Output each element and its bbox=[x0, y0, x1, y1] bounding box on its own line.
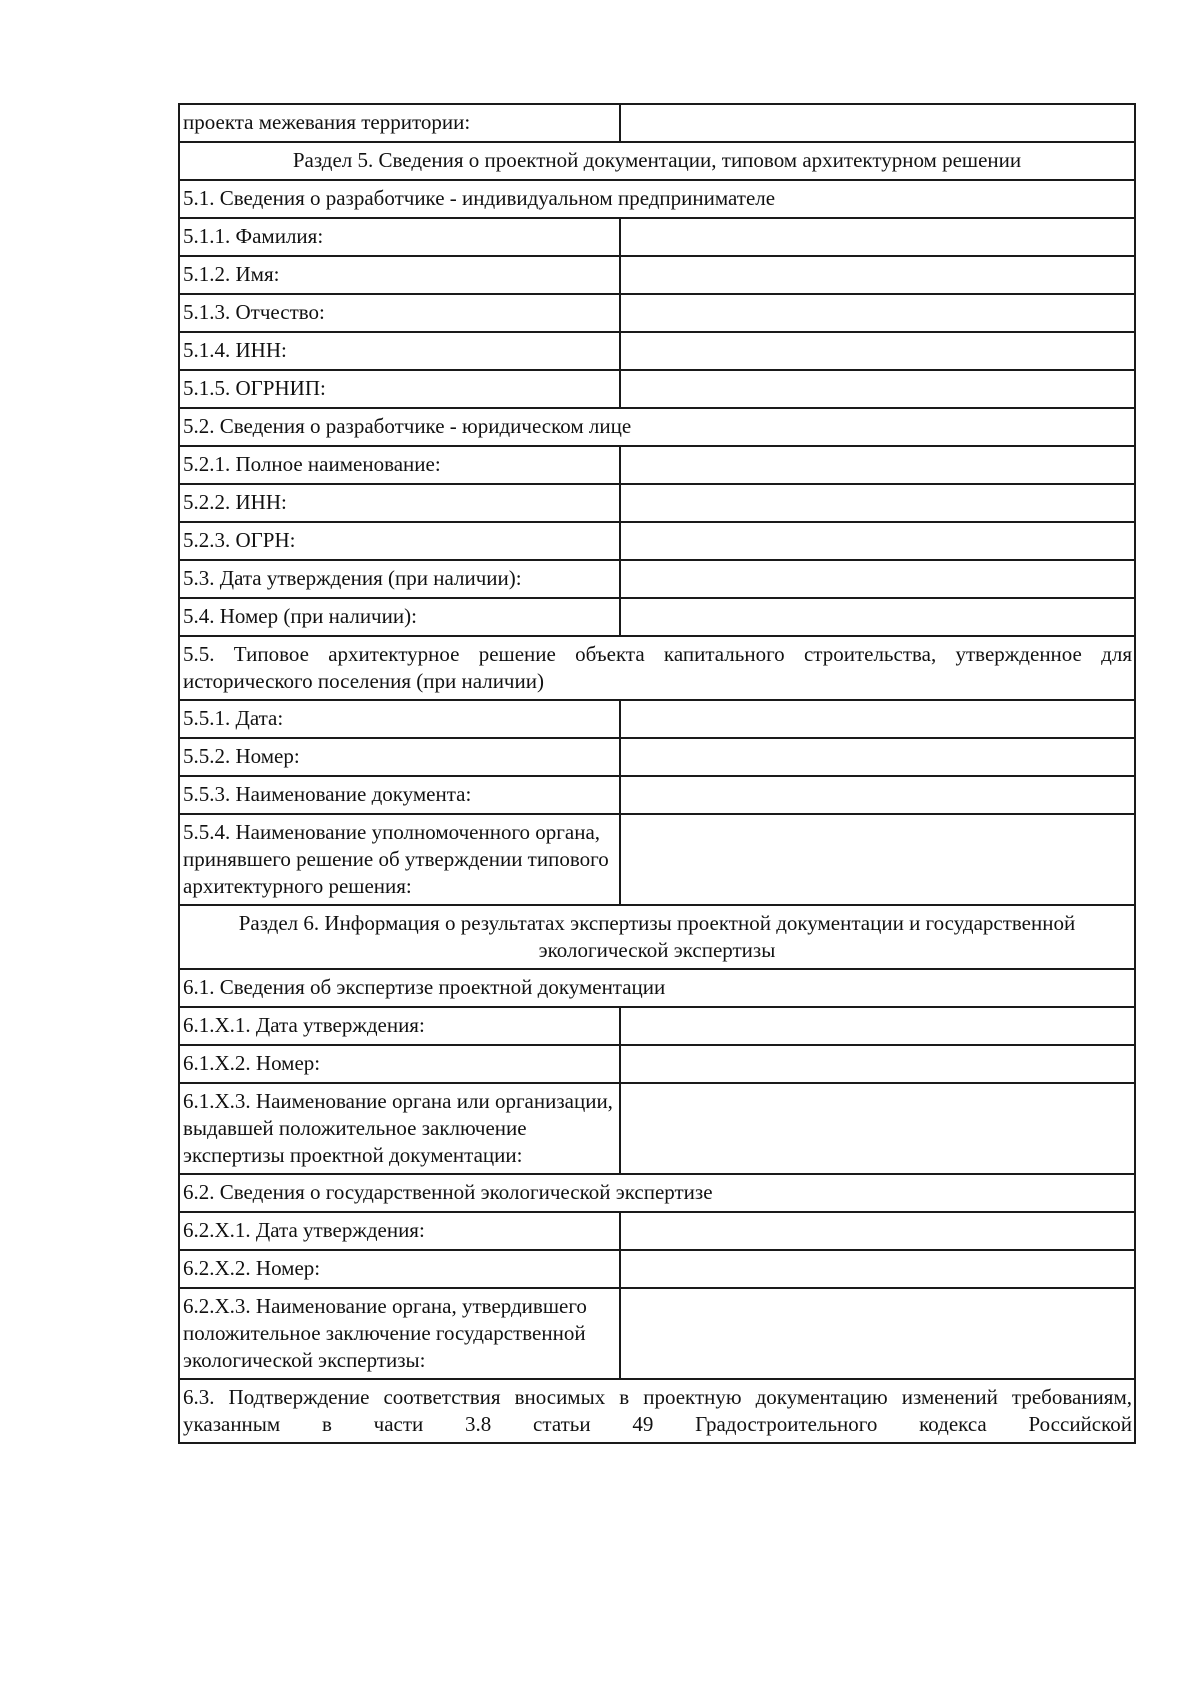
section-5-title: Раздел 5. Сведения о проектной документации, типовом архитектурном решении bbox=[179, 142, 1135, 180]
subsection-title: 5.1. Сведения о разработчике - индивидуальном предпринимателе bbox=[179, 180, 1135, 218]
table-row bbox=[179, 256, 1135, 294]
table-row bbox=[179, 1379, 1135, 1443]
table-row bbox=[179, 1083, 1135, 1174]
field-label: 5.5.2. Номер: bbox=[179, 738, 620, 776]
section-6-title: Раздел 6. Информация о результатах экспертизы проектной документации и государственной экологической экспертизы bbox=[179, 905, 1135, 969]
field-value-cell[interactable] bbox=[620, 598, 1135, 636]
table-row bbox=[179, 776, 1135, 814]
subsection-title: 5.2. Сведения о разработчике - юридическом лице bbox=[179, 408, 1135, 446]
table-row bbox=[179, 636, 1135, 700]
permit-form-table bbox=[178, 103, 1136, 1444]
field-label: 5.3. Дата утверждения (при наличии): bbox=[179, 560, 620, 598]
field-value-cell[interactable] bbox=[620, 1045, 1135, 1083]
field-value-cell[interactable] bbox=[620, 332, 1135, 370]
field-label: 5.5.3. Наименование документа: bbox=[179, 776, 620, 814]
table-row bbox=[179, 522, 1135, 560]
field-value-cell[interactable] bbox=[620, 256, 1135, 294]
table-row bbox=[179, 218, 1135, 256]
field-value-cell[interactable] bbox=[620, 814, 1135, 905]
field-value-cell[interactable] bbox=[620, 104, 1135, 142]
field-value-cell[interactable] bbox=[620, 1212, 1135, 1250]
table-row bbox=[179, 1250, 1135, 1288]
table-row bbox=[179, 1288, 1135, 1379]
table-row bbox=[179, 408, 1135, 446]
field-label: 6.1.X.2. Номер: bbox=[179, 1045, 620, 1083]
field-value-cell[interactable] bbox=[620, 738, 1135, 776]
field-value-cell[interactable] bbox=[620, 218, 1135, 256]
field-label: 6.2.X.3. Наименование органа, утвердившего положительное заключение государственной экологической экспертизы: bbox=[179, 1288, 620, 1379]
field-label: 5.1.1. Фамилия: bbox=[179, 218, 620, 256]
field-value-cell[interactable] bbox=[620, 446, 1135, 484]
section-header-row bbox=[179, 905, 1135, 969]
field-label: 5.1.5. ОГРНИП: bbox=[179, 370, 620, 408]
field-label: 5.1.2. Имя: bbox=[179, 256, 620, 294]
subsection-title: 5.5. Типовое архитектурное решение объекта капитального строительства, утвержденное для исторического поселения (при наличии) bbox=[179, 636, 1135, 700]
field-value-cell[interactable] bbox=[620, 1007, 1135, 1045]
field-label: 6.1.X.1. Дата утверждения: bbox=[179, 1007, 620, 1045]
field-value-cell[interactable] bbox=[620, 484, 1135, 522]
field-label: 5.5.1. Дата: bbox=[179, 700, 620, 738]
field-value-cell[interactable] bbox=[620, 1083, 1135, 1174]
field-label: 5.2.2. ИНН: bbox=[179, 484, 620, 522]
field-label: проекта межевания территории: bbox=[179, 104, 620, 142]
table-row bbox=[179, 294, 1135, 332]
field-value-cell[interactable] bbox=[620, 370, 1135, 408]
subsection-title: 6.2. Сведения о государственной экологической экспертизе bbox=[179, 1174, 1135, 1212]
table-row bbox=[179, 598, 1135, 636]
field-value-cell[interactable] bbox=[620, 294, 1135, 332]
table-row bbox=[179, 700, 1135, 738]
table-row bbox=[179, 560, 1135, 598]
table-row bbox=[179, 1212, 1135, 1250]
field-value-cell[interactable] bbox=[620, 1250, 1135, 1288]
table-row bbox=[179, 969, 1135, 1007]
table-row bbox=[179, 484, 1135, 522]
field-value-cell[interactable] bbox=[620, 560, 1135, 598]
field-value-cell[interactable] bbox=[620, 1288, 1135, 1379]
field-label: 5.2.3. ОГРН: bbox=[179, 522, 620, 560]
table-row bbox=[179, 1007, 1135, 1045]
field-label: 5.4. Номер (при наличии): bbox=[179, 598, 620, 636]
table-row bbox=[179, 180, 1135, 218]
field-label: 5.1.4. ИНН: bbox=[179, 332, 620, 370]
table-row bbox=[179, 738, 1135, 776]
table-row bbox=[179, 1174, 1135, 1212]
field-value-cell[interactable] bbox=[620, 522, 1135, 560]
table-row bbox=[179, 332, 1135, 370]
field-value-cell[interactable] bbox=[620, 700, 1135, 738]
subsection-title: 6.3. Подтверждение соответствия вносимых в проектную документацию изменений требованиям, указанным в части 3.8 статьи 49 Градостроительного кодекса Российской bbox=[179, 1379, 1135, 1443]
subsection-title: 6.1. Сведения об экспертизе проектной документации bbox=[179, 969, 1135, 1007]
table-row bbox=[179, 1045, 1135, 1083]
field-label: 5.1.3. Отчество: bbox=[179, 294, 620, 332]
field-label: 6.2.X.1. Дата утверждения: bbox=[179, 1212, 620, 1250]
table-row bbox=[179, 446, 1135, 484]
field-label: 5.2.1. Полное наименование: bbox=[179, 446, 620, 484]
field-label: 6.1.X.3. Наименование органа или организации, выдавшей положительное заключение экспертизы проектной документации: bbox=[179, 1083, 620, 1174]
section-header-row bbox=[179, 142, 1135, 180]
table-row bbox=[179, 370, 1135, 408]
table-row bbox=[179, 104, 1135, 142]
table-row bbox=[179, 814, 1135, 905]
field-label: 6.2.X.2. Номер: bbox=[179, 1250, 620, 1288]
field-label: 5.5.4. Наименование уполномоченного органа, принявшего решение об утверждении типового архитектурного решения: bbox=[179, 814, 620, 905]
field-value-cell[interactable] bbox=[620, 776, 1135, 814]
